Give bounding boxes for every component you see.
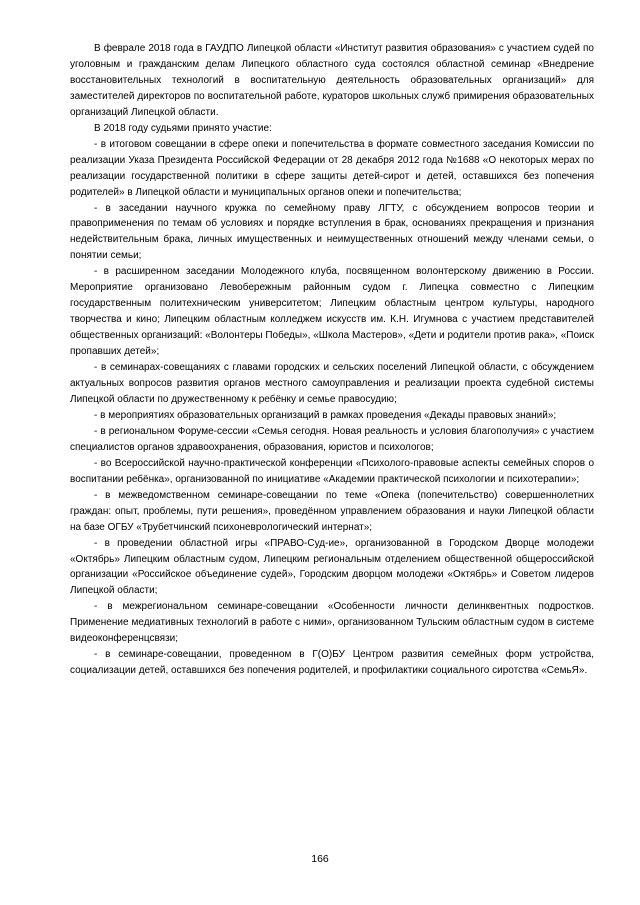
paragraph-intro: В феврале 2018 года в ГАУДПО Липецкой области «Институт развития образования» с участием судей по уголовным и гражданским делам Липецкого областного суда состоялся областной семинар «Внедрение восстановительных технологий в воспитательную деятельность образовательных организаций» для заместителей директоров по воспитательной работе, кураторов школьных служб примирения образовательных организаций Липецкой области. <box>70 43 594 118</box>
list-item: - в семинаре-совещании, проведенном в Г(О)БУ Центром развития семейных форм устройства, социализации детей, оставшихся без попечения родителей, и профилактики социального сиротства «СемьЯ». <box>70 649 594 677</box>
list-item: - в межведомственном семинаре-совещании по теме «Опека (попечительство) совершеннолетних граждан: опыт, проблемы, пути решения», проведённом управлением образования и науки Липецкой области на базе ОГБУ «Трубетчинский психоневрологический интернат»; <box>70 489 594 533</box>
list-item: - во Всероссийской научно-практической конференции «Психолого-правовые аспекты семейных споров о воспитании ребёнка», организованной по инициативе «Академии практической психологии и психотерапии»; <box>70 457 594 485</box>
list-item: - в проведении областной игры «ПРАВО-Суд-ие», организованной в Городском Дворце молодежи «Октябрь» Липецким областным судом, Липецким региональным отделением общественной общероссийской организации «Российское объединение судей», Городским дворцом молодежи «Октябрь» и Советом лидеров Липецкой области; <box>70 537 594 597</box>
list-item: - в региональном Форуме-сессии «Семья сегодня. Новая реальность и условия благополучия» с участием специалистов органов здравоохранения, образования, юристов и психологов; <box>70 425 594 453</box>
document-body <box>70 41 594 679</box>
paragraph-participation-heading: В 2018 году судьями принято участие: <box>94 122 272 134</box>
list-item: - в мероприятиях образовательных организаций в рамках проведения «Декады правовых знаний»; <box>94 409 557 421</box>
list-item: - в семинарах-совещаниях с главами городских и сельских поселений Липецкой области, с обсуждением актуальных вопросов развития органов местного самоуправления и реализации проекта судебной системы Липецкой области по дружественному к ребёнку и семье правосудию; <box>70 362 594 405</box>
list-item: - в межрегиональном семинаре-совещании «Особенности личности делинквентных подростков. Применение медиативных технологий в работе с ними», организованном Тульским областным судом в системе видеоконференцсвязи; <box>70 601 594 645</box>
list-item: - в заседании научного кружка по семейному праву ЛГТУ, с обсуждением вопросов теории и правоприменения по темам об условиях и порядке вступления в брак, основаниях прекращения и признания недействительным брака, личных имущественных и неимущественных отношений между членами семьи, о понятии семьи; <box>70 202 594 262</box>
page-number: 166 <box>311 853 329 865</box>
list-item: - в расширенном заседании Молодежного клуба, посвященном волонтерскому движению в России. Мероприятие организовано Левобережным районным судом г. Липецка совместно с Липецким государственным политехническим университетом; Липецким областным центром культуры, народного творчества и кино; Липецким областным колледжем искусств им. К.Н. Игумнова с участием представителей общественных организаций: «Волонтеры Победы», «Школа Мастеров», «Дети и родители против рака», «Поиск пропавших детей»; <box>70 266 594 358</box>
list-item: - в итоговом совещании в сфере опеки и попечительства в формате совместного заседания Комиссии по реализации Указа Президента Российской Федерации от 28 декабря 2012 года №1688 «О некоторых мерах по реализации государственной политики в сфере защиты детей-сирот и детей, оставшихся без попечения родителей» в Липецкой области и муниципальных органов опеки и попечительства; <box>70 138 594 198</box>
